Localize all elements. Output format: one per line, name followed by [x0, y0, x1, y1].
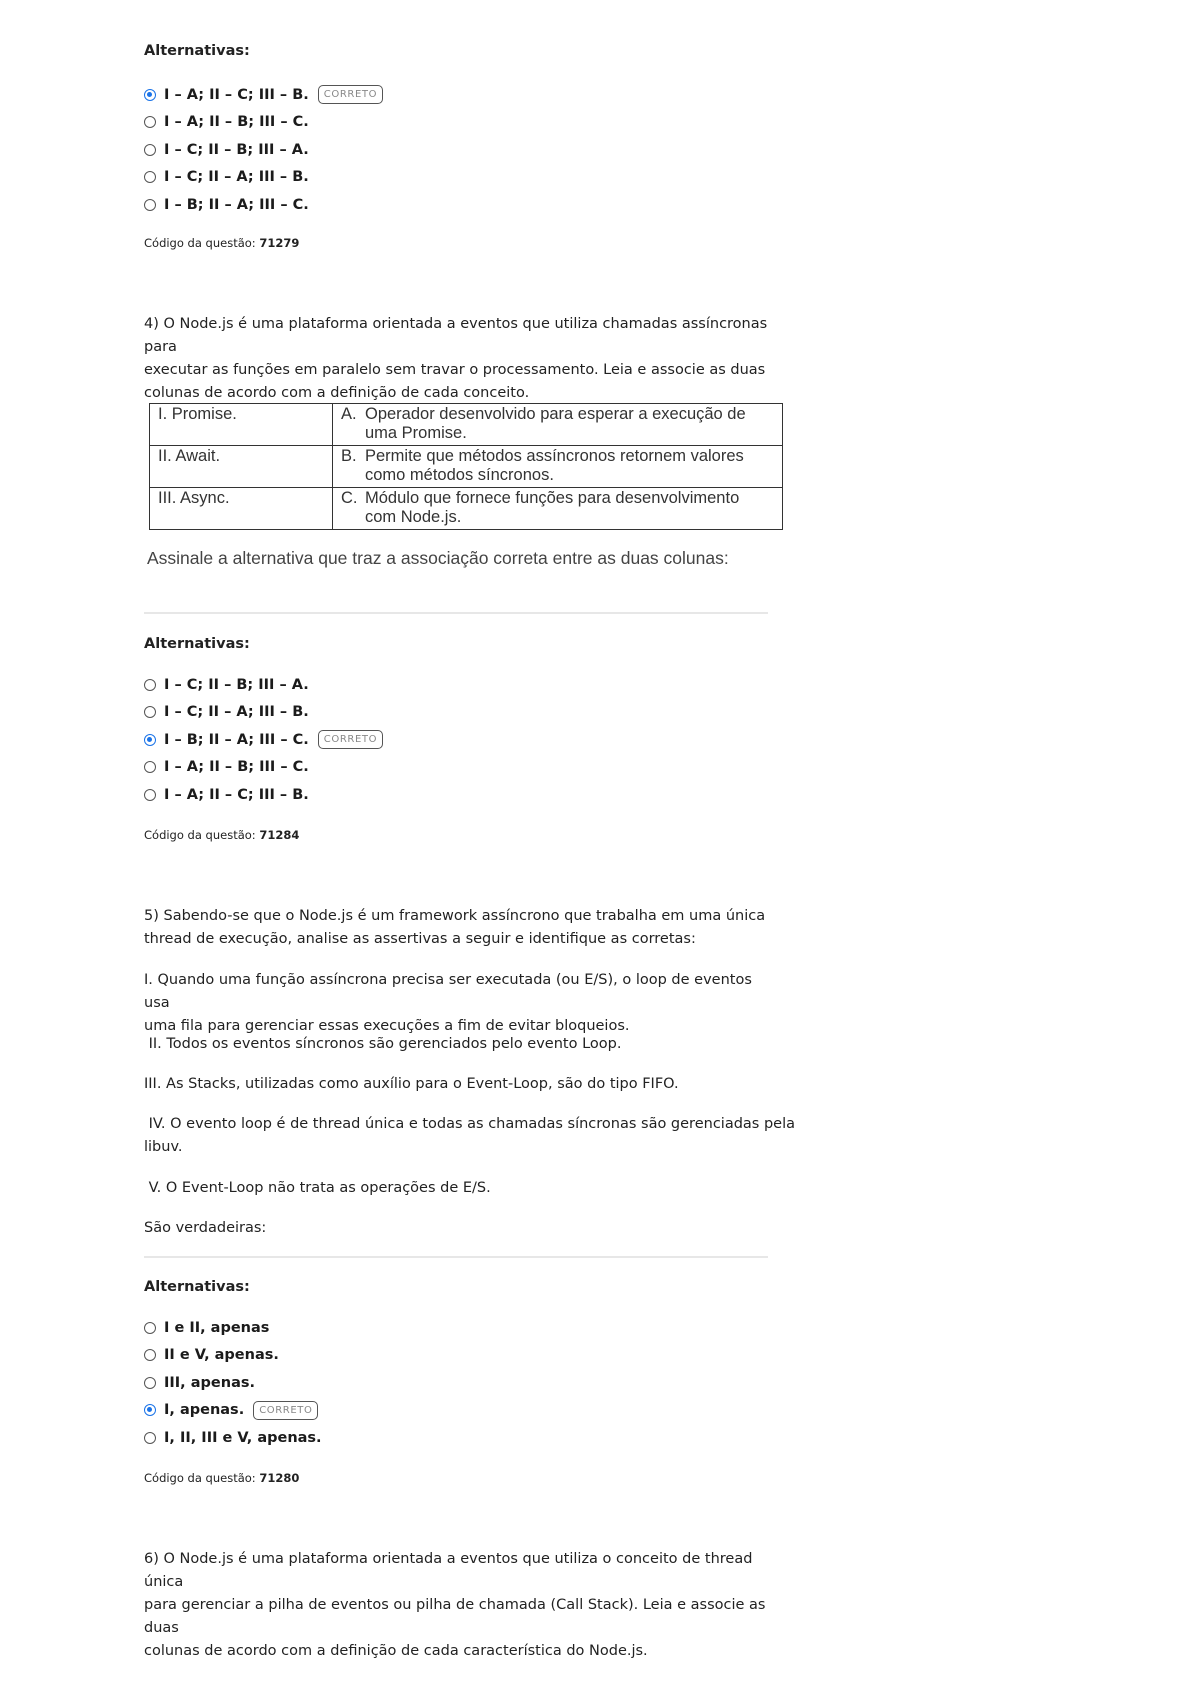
question-code-value: 71280	[259, 1471, 300, 1485]
question-text: executar as funções em paralelo sem travar o processamento. Leia e associe as duas	[144, 362, 766, 378]
table-cell-right	[333, 488, 783, 530]
alternatives-heading: Alternativas:	[144, 43, 250, 59]
table-text: com Node.js.	[365, 508, 462, 526]
radio-checked-icon[interactable]	[144, 89, 156, 101]
correct-badge: CORRETO	[253, 1401, 318, 1420]
radio-checked-icon[interactable]	[144, 1404, 156, 1416]
question-text: para gerenciar a pilha de eventos ou pilha de chamada (Call Stack). Leia e associe as duas	[144, 1597, 766, 1636]
correct-badge: CORRETO	[318, 730, 383, 749]
question-code-label: Código da questão:	[144, 828, 256, 842]
option[interactable]	[144, 699, 383, 727]
association-table	[149, 403, 783, 530]
radio-icon[interactable]	[144, 706, 156, 718]
option-label: I – B; II – A; III – C.	[164, 731, 309, 748]
table-text: Módulo que fornece funções para desenvolvimento	[365, 489, 740, 507]
table-cell-left: I. Promise.	[150, 404, 333, 446]
question-instruction: Assinale a alternativa que traz a associação correta entre as duas colunas:	[147, 548, 729, 568]
radio-icon[interactable]	[144, 789, 156, 801]
table-row	[150, 488, 783, 530]
q4-options	[144, 671, 383, 809]
question-code-label: Código da questão:	[144, 236, 256, 250]
assertion-1	[144, 969, 772, 1038]
option[interactable]	[144, 1424, 322, 1452]
question-text: colunas de acordo com a definição de cada conceito.	[144, 385, 530, 401]
divider	[144, 612, 768, 614]
question-code	[144, 236, 299, 250]
option-label: I – A; II – C; III – B.	[164, 786, 309, 803]
correct-badge: CORRETO	[318, 85, 383, 104]
alternatives-heading: Alternativas:	[144, 636, 250, 652]
option-label: I – A; II – B; III – C.	[164, 114, 309, 131]
table-letter: C.	[341, 489, 358, 507]
option[interactable]	[144, 136, 383, 164]
question-text: colunas de acordo com a definição de cada característica do Node.js.	[144, 1643, 648, 1659]
radio-icon[interactable]	[144, 171, 156, 183]
option[interactable]	[144, 191, 383, 219]
option[interactable]	[144, 726, 383, 754]
radio-checked-icon[interactable]	[144, 734, 156, 746]
table-row	[150, 404, 783, 446]
question-text: 6) O Node.js é uma plataforma orientada a eventos que utiliza o conceito de thread única	[144, 1551, 753, 1590]
question-code-value: 71279	[259, 236, 300, 250]
assertion-text: libuv.	[144, 1139, 183, 1155]
question-text: 5) Sabendo-se que o Node.js é um framework assíncrono que trabalha em uma única	[144, 908, 766, 924]
radio-icon[interactable]	[144, 1432, 156, 1444]
option[interactable]	[144, 81, 383, 109]
table-text: uma Promise.	[365, 424, 467, 442]
question-6	[144, 1548, 772, 1663]
radio-icon[interactable]	[144, 144, 156, 156]
option[interactable]	[144, 754, 383, 782]
option[interactable]	[144, 1342, 322, 1370]
question-5	[144, 905, 765, 951]
option-label: I – C; II – A; III – B.	[164, 704, 309, 721]
option[interactable]	[144, 671, 383, 699]
radio-icon[interactable]	[144, 1349, 156, 1361]
table-letter: B.	[341, 447, 357, 465]
option[interactable]	[144, 109, 383, 137]
option-label: I, apenas.	[164, 1402, 245, 1419]
assertion-text: IV. O evento loop é de thread única e todas as chamadas síncronas são gerenciadas pela	[144, 1116, 795, 1132]
option[interactable]	[144, 781, 383, 809]
option-label: III, apenas.	[164, 1374, 255, 1391]
radio-icon[interactable]	[144, 1322, 156, 1334]
table-cell-right	[333, 404, 783, 446]
assertion-3: III. As Stacks, utilizadas como auxílio para o Event-Loop, são do tipo FIFO.	[144, 1076, 679, 1092]
question-code	[144, 828, 299, 842]
option[interactable]	[144, 164, 383, 192]
assertion-2: II. Todos os eventos síncronos são gerenciados pelo evento Loop.	[144, 1036, 622, 1052]
table-text: Operador desenvolvido para esperar a execução de	[365, 405, 746, 423]
table-text: como métodos síncronos.	[365, 466, 554, 484]
radio-icon[interactable]	[144, 199, 156, 211]
question-text: thread de execução, analise as assertivas a seguir e identifique as corretas:	[144, 931, 696, 947]
option-label: I – A; II – B; III – C.	[164, 759, 309, 776]
option-label: II e V, apenas.	[164, 1347, 279, 1364]
option-label: I, II, III e V, apenas.	[164, 1429, 322, 1446]
assertion-4	[144, 1113, 795, 1159]
question-4	[144, 313, 772, 405]
option[interactable]	[144, 1314, 322, 1342]
option[interactable]	[144, 1397, 322, 1425]
table-cell-left: II. Await.	[150, 446, 333, 488]
question-code	[144, 1471, 299, 1485]
radio-icon[interactable]	[144, 116, 156, 128]
table-cell-right	[333, 446, 783, 488]
option-label: I – C; II – B; III – A.	[164, 676, 309, 693]
question-code-label: Código da questão:	[144, 1471, 256, 1485]
assertion-text: I. Quando uma função assíncrona precisa ser executada (ou E/S), o loop de eventos usa	[144, 972, 752, 1011]
radio-icon[interactable]	[144, 761, 156, 773]
radio-icon[interactable]	[144, 1377, 156, 1389]
table-text: Permite que métodos assíncronos retornem valores	[365, 447, 744, 465]
assertion-text: uma fila para gerenciar essas execuções a fim de evitar bloqueios.	[144, 1018, 630, 1034]
table-letter: A.	[341, 405, 357, 423]
question-code-value: 71284	[259, 828, 300, 842]
question-prompt: São verdadeiras:	[144, 1220, 267, 1236]
option[interactable]	[144, 1369, 322, 1397]
assertion-5: V. O Event-Loop não trata as operações de E/S.	[144, 1180, 491, 1196]
divider	[144, 1256, 768, 1258]
radio-icon[interactable]	[144, 679, 156, 691]
table-cell-left: III. Async.	[150, 488, 333, 530]
option-label: I e II, apenas	[164, 1319, 270, 1336]
option-label: I – A; II – C; III – B.	[164, 86, 309, 103]
table-row	[150, 446, 783, 488]
q3-options	[144, 81, 383, 219]
option-label: I – C; II – A; III – B.	[164, 169, 309, 186]
question-text: 4) O Node.js é uma plataforma orientada a eventos que utiliza chamadas assíncronas para	[144, 316, 768, 355]
q5-options	[144, 1314, 322, 1452]
option-label: I – C; II – B; III – A.	[164, 141, 309, 158]
alternatives-heading: Alternativas:	[144, 1279, 250, 1295]
option-label: I – B; II – A; III – C.	[164, 196, 309, 213]
